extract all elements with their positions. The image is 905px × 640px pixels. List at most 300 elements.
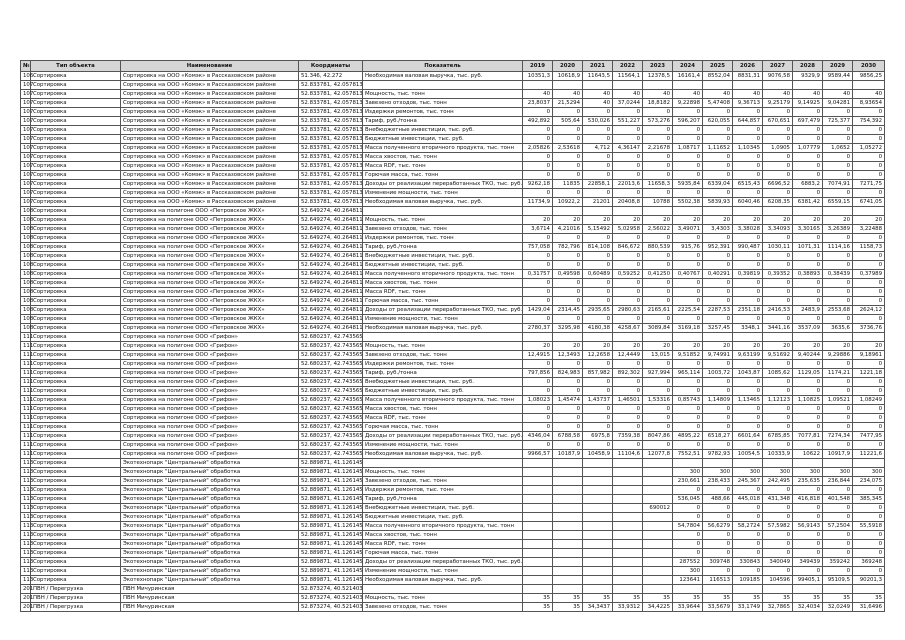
table-cell: 330843 [733, 558, 763, 567]
table-cell: 1043,87 [733, 369, 763, 378]
table-row [21, 387, 885, 396]
table-cell: 0 [823, 261, 853, 270]
table-cell: 0 [553, 279, 583, 288]
table-cell: 109185 [733, 576, 763, 585]
table-cell [673, 333, 703, 342]
spreadsheet [20, 60, 884, 612]
table-cell: 1,05272 [853, 144, 885, 153]
table-cell: 52.649274, 40.264811 [299, 207, 363, 216]
table-cell: 0 [613, 387, 643, 396]
table-cell: 0,60489 [583, 270, 613, 279]
table-row [21, 252, 885, 261]
table-cell: 10458,9 [583, 450, 613, 459]
table-cell: Сортировка на полигоне ООО «Петровское ЖКХ» [121, 252, 299, 261]
table-cell: 0 [763, 261, 793, 270]
table-cell: 7274,34 [823, 432, 853, 441]
table-cell: 111 [21, 414, 31, 423]
table-cell: 10618,9 [553, 72, 583, 81]
table-cell: 52.680237, 42.743565 [299, 432, 363, 441]
table-cell: 0 [553, 162, 583, 171]
table-cell: 0 [733, 171, 763, 180]
table-cell: Сортировка [31, 180, 121, 189]
table-cell: 3169,18 [673, 324, 703, 333]
table-row [21, 270, 885, 279]
table-cell: 123641 [673, 576, 703, 585]
table-cell: 0 [823, 252, 853, 261]
table-cell [643, 576, 673, 585]
table-cell: 16161,4 [673, 72, 703, 81]
table-cell: 9,22898 [673, 99, 703, 108]
table-row [21, 261, 885, 270]
table-cell: 0 [523, 315, 553, 324]
table-cell: 620,055 [703, 117, 733, 126]
table-cell: 113 [21, 513, 31, 522]
table-row [21, 180, 885, 189]
table-cell [523, 486, 553, 495]
table-cell: 0 [793, 549, 823, 558]
table-cell: 6975,8 [583, 432, 613, 441]
table-row [21, 189, 885, 198]
table-cell: 0 [643, 360, 673, 369]
table-cell: 0 [583, 360, 613, 369]
table-cell: 108 [21, 270, 31, 279]
table-cell: 40 [673, 90, 703, 99]
table-cell: Сортировка [31, 108, 121, 117]
table-cell: 892,302 [613, 369, 643, 378]
table-cell [553, 522, 583, 531]
table-cell: 0 [703, 189, 733, 198]
table-cell [673, 81, 703, 90]
table-cell: 107 [21, 90, 31, 99]
table-cell: 20 [733, 216, 763, 225]
table-cell: 0 [583, 405, 613, 414]
table-cell: 11658,3 [643, 180, 673, 189]
table-cell: 6559,15 [823, 198, 853, 207]
table-row [21, 495, 885, 504]
table-cell: 0 [733, 549, 763, 558]
table-cell: 0,38439 [823, 270, 853, 279]
table-cell: 3,4303 [703, 225, 733, 234]
table-cell: 0 [673, 279, 703, 288]
table-cell: 0 [823, 441, 853, 450]
table-cell: 0 [823, 234, 853, 243]
table-cell: 0 [583, 234, 613, 243]
table-cell: 40 [853, 90, 885, 99]
table-cell: 300 [673, 468, 703, 477]
table-cell [553, 558, 583, 567]
table-cell: 0 [553, 189, 583, 198]
table-row [21, 603, 885, 612]
table-cell: 340049 [763, 558, 793, 567]
column-header: 2027 [763, 61, 793, 72]
table-cell: 52.889871, 41.126145 [299, 504, 363, 513]
table-cell: 5,02958 [613, 225, 643, 234]
table-cell: 35 [583, 594, 613, 603]
table-cell: 0 [613, 126, 643, 135]
table-cell: 40 [583, 99, 613, 108]
table-cell: 1,43737 [583, 396, 613, 405]
table-cell: Сортировка [31, 81, 121, 90]
table-cell: 52.680237, 42.743565 [299, 387, 363, 396]
table-cell: 12,3493 [553, 351, 583, 360]
table-cell: 111 [21, 378, 31, 387]
table-cell [613, 495, 643, 504]
table-cell: 0 [643, 234, 673, 243]
table-cell: 0,38893 [793, 270, 823, 279]
column-header: 2020 [553, 61, 583, 72]
table-cell: Сортировка на ООО «Комэк» в Рассказовском районе [121, 189, 299, 198]
table-cell: 385,345 [853, 495, 885, 504]
table-cell: 2,56022 [643, 225, 673, 234]
column-header: Координаты [299, 61, 363, 72]
table-cell: 0 [733, 234, 763, 243]
table-cell [643, 495, 673, 504]
table-cell: 52.649274, 40.264811 [299, 270, 363, 279]
table-cell: 12,4915 [523, 351, 553, 360]
table-cell [763, 459, 793, 468]
table-cell: 2780,37 [523, 324, 553, 333]
table-cell: 0 [703, 288, 733, 297]
table-cell: 1,45474 [553, 396, 583, 405]
table-cell: 0 [763, 171, 793, 180]
table-cell: 10788 [643, 198, 673, 207]
table-cell [643, 558, 673, 567]
table-cell [793, 333, 823, 342]
table-cell: 6381,42 [793, 198, 823, 207]
table-cell: 488,66 [703, 495, 733, 504]
table-cell: 0 [673, 252, 703, 261]
table-cell: 33,1749 [733, 603, 763, 612]
table-cell: 107 [21, 144, 31, 153]
table-cell: 52.680237, 42.743565 [299, 342, 363, 351]
table-cell: 0 [733, 153, 763, 162]
table-cell: 0 [793, 108, 823, 117]
table-cell: 0 [733, 540, 763, 549]
table-cell: 0 [613, 252, 643, 261]
table-cell: 0 [523, 108, 553, 117]
table-cell: 0 [733, 486, 763, 495]
table-cell: 1221,18 [853, 369, 885, 378]
table-cell [853, 333, 885, 342]
table-cell: 0 [673, 108, 703, 117]
table-cell: Масса полученного вторичного продукта, тыс. тонн [363, 522, 523, 531]
table-cell: 20 [763, 342, 793, 351]
table-cell: 52.889871, 41.126145 [299, 477, 363, 486]
table-cell: 8831,31 [733, 72, 763, 81]
table-cell: 1030,11 [763, 243, 793, 252]
table-cell: Сортировка [31, 405, 121, 414]
table-cell: 20 [613, 342, 643, 351]
table-cell: Сортировка на ООО «Комэк» в Рассказовском районе [121, 198, 299, 207]
table-cell: 0 [823, 153, 853, 162]
table-cell: 52.680237, 42.743565 [299, 351, 363, 360]
table-row [21, 378, 885, 387]
table-cell: ПВН Мичуринская [121, 585, 299, 594]
table-cell: Горючая масса, тыс. тонн [363, 423, 523, 432]
table-cell: 9589,44 [823, 72, 853, 81]
table-cell: 0 [853, 288, 885, 297]
table-cell: 3,34093 [763, 225, 793, 234]
table-row [21, 342, 885, 351]
table-cell: 0 [823, 504, 853, 513]
table-cell: 5502,38 [673, 198, 703, 207]
table-cell: 20 [703, 216, 733, 225]
table-cell: 20 [823, 342, 853, 351]
table-cell: 52.649274, 40.264811 [299, 234, 363, 243]
table-cell: 1,08023 [523, 396, 553, 405]
table-cell: Сортировка на ООО «Комэк» в Рассказовском районе [121, 117, 299, 126]
table-cell [523, 513, 553, 522]
table-cell: 107 [21, 153, 31, 162]
table-cell: 0 [853, 189, 885, 198]
table-cell: 52.680237, 42.743565 [299, 405, 363, 414]
table-cell: Сортировка [31, 540, 121, 549]
table-cell: 401,548 [823, 495, 853, 504]
table-cell: 20 [553, 216, 583, 225]
table-cell: 754,392 [853, 117, 885, 126]
table-cell: 0 [853, 423, 885, 432]
table-cell: 52.680237, 42.743565 [299, 396, 363, 405]
table-cell: 8047,86 [643, 432, 673, 441]
table-cell: 0 [793, 189, 823, 198]
table-cell: Доходы от реализации переработанных ТКО, тыс. руб. [363, 432, 523, 441]
table-cell [523, 333, 553, 342]
table-cell: Сортировка на полигоне ООО «Петровское ЖКХ» [121, 315, 299, 324]
table-cell: 0 [703, 315, 733, 324]
table-cell [583, 468, 613, 477]
table-cell: 0 [673, 135, 703, 144]
table-cell: Горючая масса, тыс. тонн [363, 297, 523, 306]
table-cell [643, 540, 673, 549]
table-cell: Сортировка на ООО «Комэк» в Рассказовском районе [121, 180, 299, 189]
table-cell: 0 [733, 297, 763, 306]
table-cell: 797,856 [523, 369, 553, 378]
table-cell [613, 468, 643, 477]
table-row [21, 558, 885, 567]
table-cell: 0 [703, 360, 733, 369]
table-cell [363, 585, 523, 594]
table-cell: 0 [643, 378, 673, 387]
table-cell: Сортировка [31, 288, 121, 297]
table-cell: 4258,67 [613, 324, 643, 333]
table-cell [553, 540, 583, 549]
table-cell: 0 [673, 423, 703, 432]
table-cell: Сортировка на полигоне ООО «Грифон» [121, 342, 299, 351]
table-cell: 0 [763, 252, 793, 261]
table-cell: 0 [553, 423, 583, 432]
table-cell: Сортировка на полигоне ООО «Грифон» [121, 441, 299, 450]
table-cell: 0,39352 [763, 270, 793, 279]
table-cell: 6208,35 [763, 198, 793, 207]
table-row [21, 99, 885, 108]
table-cell: 300 [673, 567, 703, 576]
table-cell: 0 [823, 279, 853, 288]
table-cell: Завезено отходов, тыс. тонн [363, 99, 523, 108]
table-cell: 40 [523, 90, 553, 99]
table-cell: 5839,93 [703, 198, 733, 207]
table-cell: 0 [583, 261, 613, 270]
table-cell: 824,983 [553, 369, 583, 378]
table-cell: 0 [703, 252, 733, 261]
column-header: 2029 [823, 61, 853, 72]
table-cell: 0 [763, 405, 793, 414]
table-cell: 107 [21, 126, 31, 135]
table-cell: 0 [763, 288, 793, 297]
table-cell [583, 513, 613, 522]
table-cell: 52.649274, 40.264811 [299, 315, 363, 324]
table-cell [793, 81, 823, 90]
table-cell: 8552,04 [703, 72, 733, 81]
table-cell: 0 [613, 297, 643, 306]
table-cell: 0 [763, 549, 793, 558]
table-cell: 0 [763, 315, 793, 324]
column-header: 2019 [523, 61, 553, 72]
table-cell: 52.680237, 42.743565 [299, 423, 363, 432]
table-cell [523, 558, 553, 567]
table-cell [643, 531, 673, 540]
table-cell: 9076,58 [763, 72, 793, 81]
table-cell: 0 [763, 189, 793, 198]
table-row [21, 360, 885, 369]
table-cell [583, 333, 613, 342]
table-cell: 0 [703, 153, 733, 162]
table-row [21, 585, 885, 594]
table-row [21, 459, 885, 468]
table-cell: 857,982 [583, 369, 613, 378]
table-cell: 0 [763, 153, 793, 162]
table-cell: 0 [823, 513, 853, 522]
table-cell: 0 [733, 108, 763, 117]
table-row [21, 513, 885, 522]
table-cell: Сортировка на ООО «Комэк» в Рассказовском районе [121, 99, 299, 108]
table-cell [583, 486, 613, 495]
table-cell: 0 [703, 297, 733, 306]
table-cell: 0 [523, 234, 553, 243]
table-cell: 3,26389 [823, 225, 853, 234]
table-cell [613, 486, 643, 495]
table-cell: Сортировка [31, 162, 121, 171]
table-cell: 0 [703, 171, 733, 180]
table-cell [363, 459, 523, 468]
table-cell: 0 [793, 135, 823, 144]
table-cell: 1174,21 [823, 369, 853, 378]
table-row [21, 117, 885, 126]
table-row [21, 405, 885, 414]
table-cell: 8,93654 [853, 99, 885, 108]
table-cell: 22858,1 [583, 180, 613, 189]
table-cell: 201 [21, 585, 31, 594]
table-cell: Сортировка [31, 378, 121, 387]
table-cell: 0 [703, 486, 733, 495]
table-cell: 0 [793, 405, 823, 414]
table-cell: 0 [553, 441, 583, 450]
table-row [21, 126, 885, 135]
table-cell: 0 [643, 162, 673, 171]
table-cell [703, 585, 733, 594]
table-cell: 56,6279 [703, 522, 733, 531]
table-cell: 52.649274, 40.264811 [299, 279, 363, 288]
table-cell: 0 [823, 189, 853, 198]
table-cell: 0 [673, 441, 703, 450]
table-cell: Внебюджетные инвестиции, тыс. руб. [363, 378, 523, 387]
table-cell: 0 [703, 261, 733, 270]
table-cell: Сортировка [31, 495, 121, 504]
table-cell: 11104,6 [613, 450, 643, 459]
table-cell: 4,21016 [553, 225, 583, 234]
table-cell: 52.833781, 42.057813 [299, 180, 363, 189]
table-cell [703, 333, 733, 342]
table-cell: 108 [21, 288, 31, 297]
table-cell: 445,018 [733, 495, 763, 504]
table-cell: 0 [853, 126, 885, 135]
table-cell: 0 [673, 126, 703, 135]
table-cell: 20 [673, 342, 703, 351]
table-cell: 52.649274, 40.264811 [299, 297, 363, 306]
table-cell [763, 81, 793, 90]
table-cell: 2287,53 [703, 306, 733, 315]
table-cell [553, 585, 583, 594]
table-cell: 0 [853, 108, 885, 117]
table-cell: 52.889871, 41.126145 [299, 567, 363, 576]
table-row [21, 486, 885, 495]
table-cell: Сортировка [31, 243, 121, 252]
table-row [21, 396, 885, 405]
table-cell: 4,36147 [613, 144, 643, 153]
table-row [21, 576, 885, 585]
table-cell: 0 [673, 531, 703, 540]
table-cell: 57,2504 [823, 522, 853, 531]
table-cell: 0 [523, 288, 553, 297]
table-cell: 13,015 [643, 351, 673, 360]
table-cell: 0 [703, 531, 733, 540]
table-cell: 52.889871, 41.126145 [299, 468, 363, 477]
table-cell: 4180,38 [583, 324, 613, 333]
table-cell: 505,64 [553, 117, 583, 126]
table-cell: 0 [643, 135, 673, 144]
table-cell: 0 [553, 297, 583, 306]
table-cell [613, 576, 643, 585]
table-cell: Сортировка на полигоне ООО «Грифон» [121, 450, 299, 459]
table-cell: Сортировка на полигоне ООО «Петровское ЖКХ» [121, 279, 299, 288]
table-cell: 0 [673, 360, 703, 369]
table-cell: Тариф, руб./тонна [363, 495, 523, 504]
table-cell: 0 [853, 378, 885, 387]
table-cell: 52.889871, 41.126145 [299, 540, 363, 549]
table-cell: Сортировка на ООО «Комэк» в Рассказовском районе [121, 108, 299, 117]
table-cell [613, 549, 643, 558]
table-cell: ПВН Мичуринская [121, 603, 299, 612]
table-cell: 0 [673, 297, 703, 306]
table-cell: 0 [793, 162, 823, 171]
table-cell: 35 [823, 594, 853, 603]
table-cell: 9,74991 [703, 351, 733, 360]
table-cell: 9,40244 [793, 351, 823, 360]
table-cell: 21,5294 [553, 99, 583, 108]
table-cell: Сортировка на полигоне ООО «Грифон» [121, 414, 299, 423]
table-cell: Сортировка [31, 189, 121, 198]
table-cell: 0 [853, 261, 885, 270]
table-cell [583, 558, 613, 567]
table-cell [553, 81, 583, 90]
table-cell: 95109,5 [823, 576, 853, 585]
table-cell [823, 585, 853, 594]
table-cell: 3537,09 [793, 324, 823, 333]
table-cell: 10622 [793, 450, 823, 459]
table-cell: 0 [853, 567, 885, 576]
table-cell: 201 [21, 594, 31, 603]
table-cell: 0 [523, 297, 553, 306]
table-cell: 108 [21, 252, 31, 261]
